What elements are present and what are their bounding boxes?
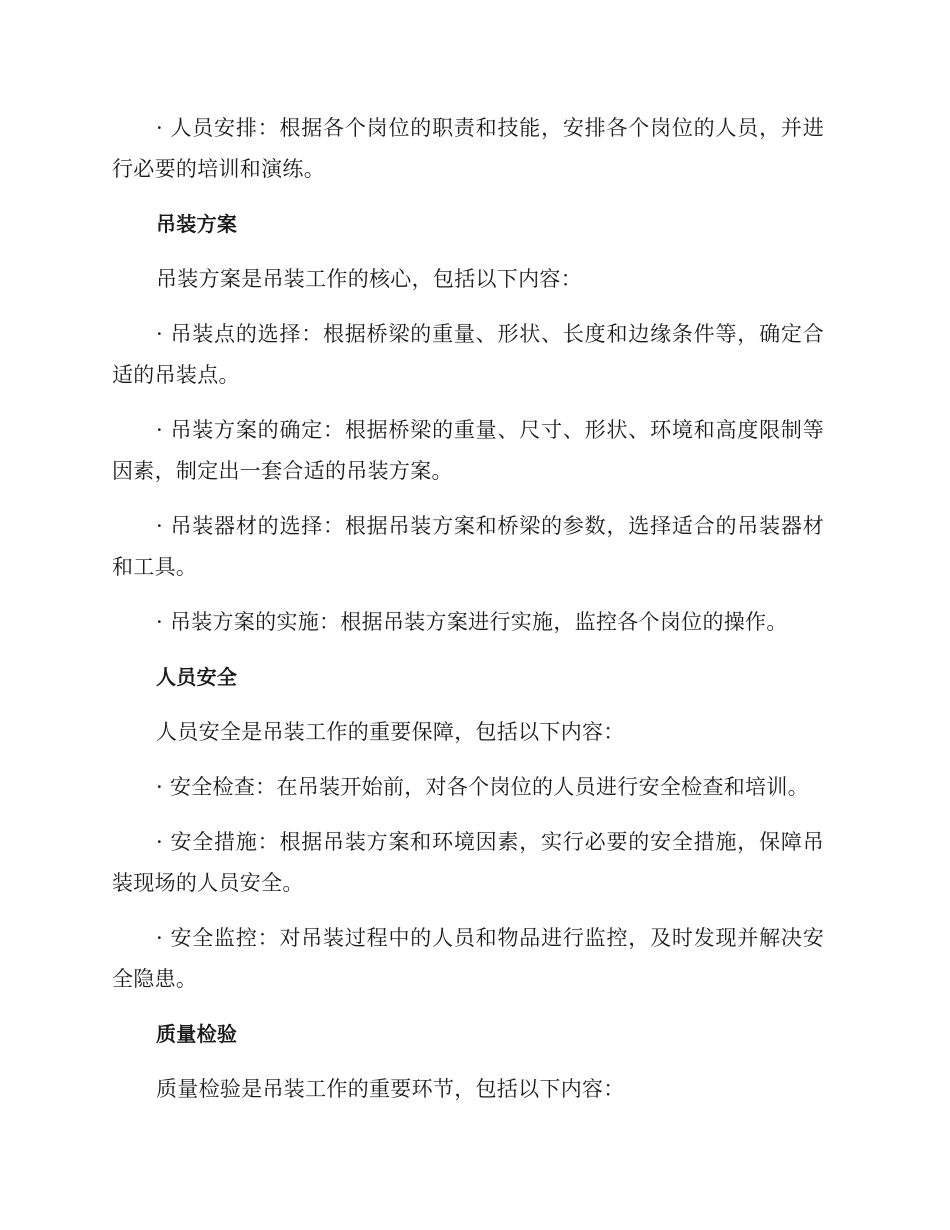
paragraph-personnel-arrangement: · 人员安排：根据各个岗位的职责和技能，安排各个岗位的人员，并进行必要的培训和演练。 (112, 116, 824, 181)
paragraph-quality-inspection-intro: 质量检验是吊装工作的重要环节，包括以下内容： (156, 1077, 625, 1101)
paragraph-lifting-equipment-selection: · 吊装器材的选择：根据吊装方案和桥梁的参数，选择适合的吊装器材和工具。 (112, 514, 824, 579)
paragraph-safety-monitoring: · 安全监控：对吊装过程中的人员和物品进行监控，及时发现并解决安全隐患。 (112, 926, 824, 991)
paragraph-personnel-safety-intro: 人员安全是吊装工作的重要保障，包括以下内容： (156, 720, 625, 744)
paragraph-safety-inspection: · 安全检查：在吊装开始前，对各个岗位的人员进行安全检查和培训。 (156, 775, 809, 799)
paragraph-lifting-point-selection: · 吊装点的选择：根据桥梁的重量、形状、长度和边缘条件等，确定合适的吊装点。 (112, 322, 824, 387)
paragraph-lifting-plan-determination: · 吊装方案的确定：根据桥梁的重量、尺寸、形状、环境和高度限制等因素，制定出一套合适的吊装方案。 (112, 418, 824, 483)
section-heading-lifting-plan: 吊装方案 (156, 212, 238, 236)
document-page (112, 108, 824, 1124)
paragraph-lifting-plan-intro: 吊装方案是吊装工作的核心，包括以下内容： (156, 267, 582, 291)
paragraph-lifting-plan-implementation: · 吊装方案的实施：根据吊装方案进行实施，监控各个岗位的操作。 (156, 610, 788, 634)
paragraph-safety-measures: · 安全措施：根据吊装方案和环境因素，实行必要的安全措施，保障吊装现场的人员安全。 (112, 830, 824, 895)
section-heading-personnel-safety: 人员安全 (156, 665, 238, 689)
section-heading-quality-inspection: 质量检验 (156, 1022, 238, 1046)
